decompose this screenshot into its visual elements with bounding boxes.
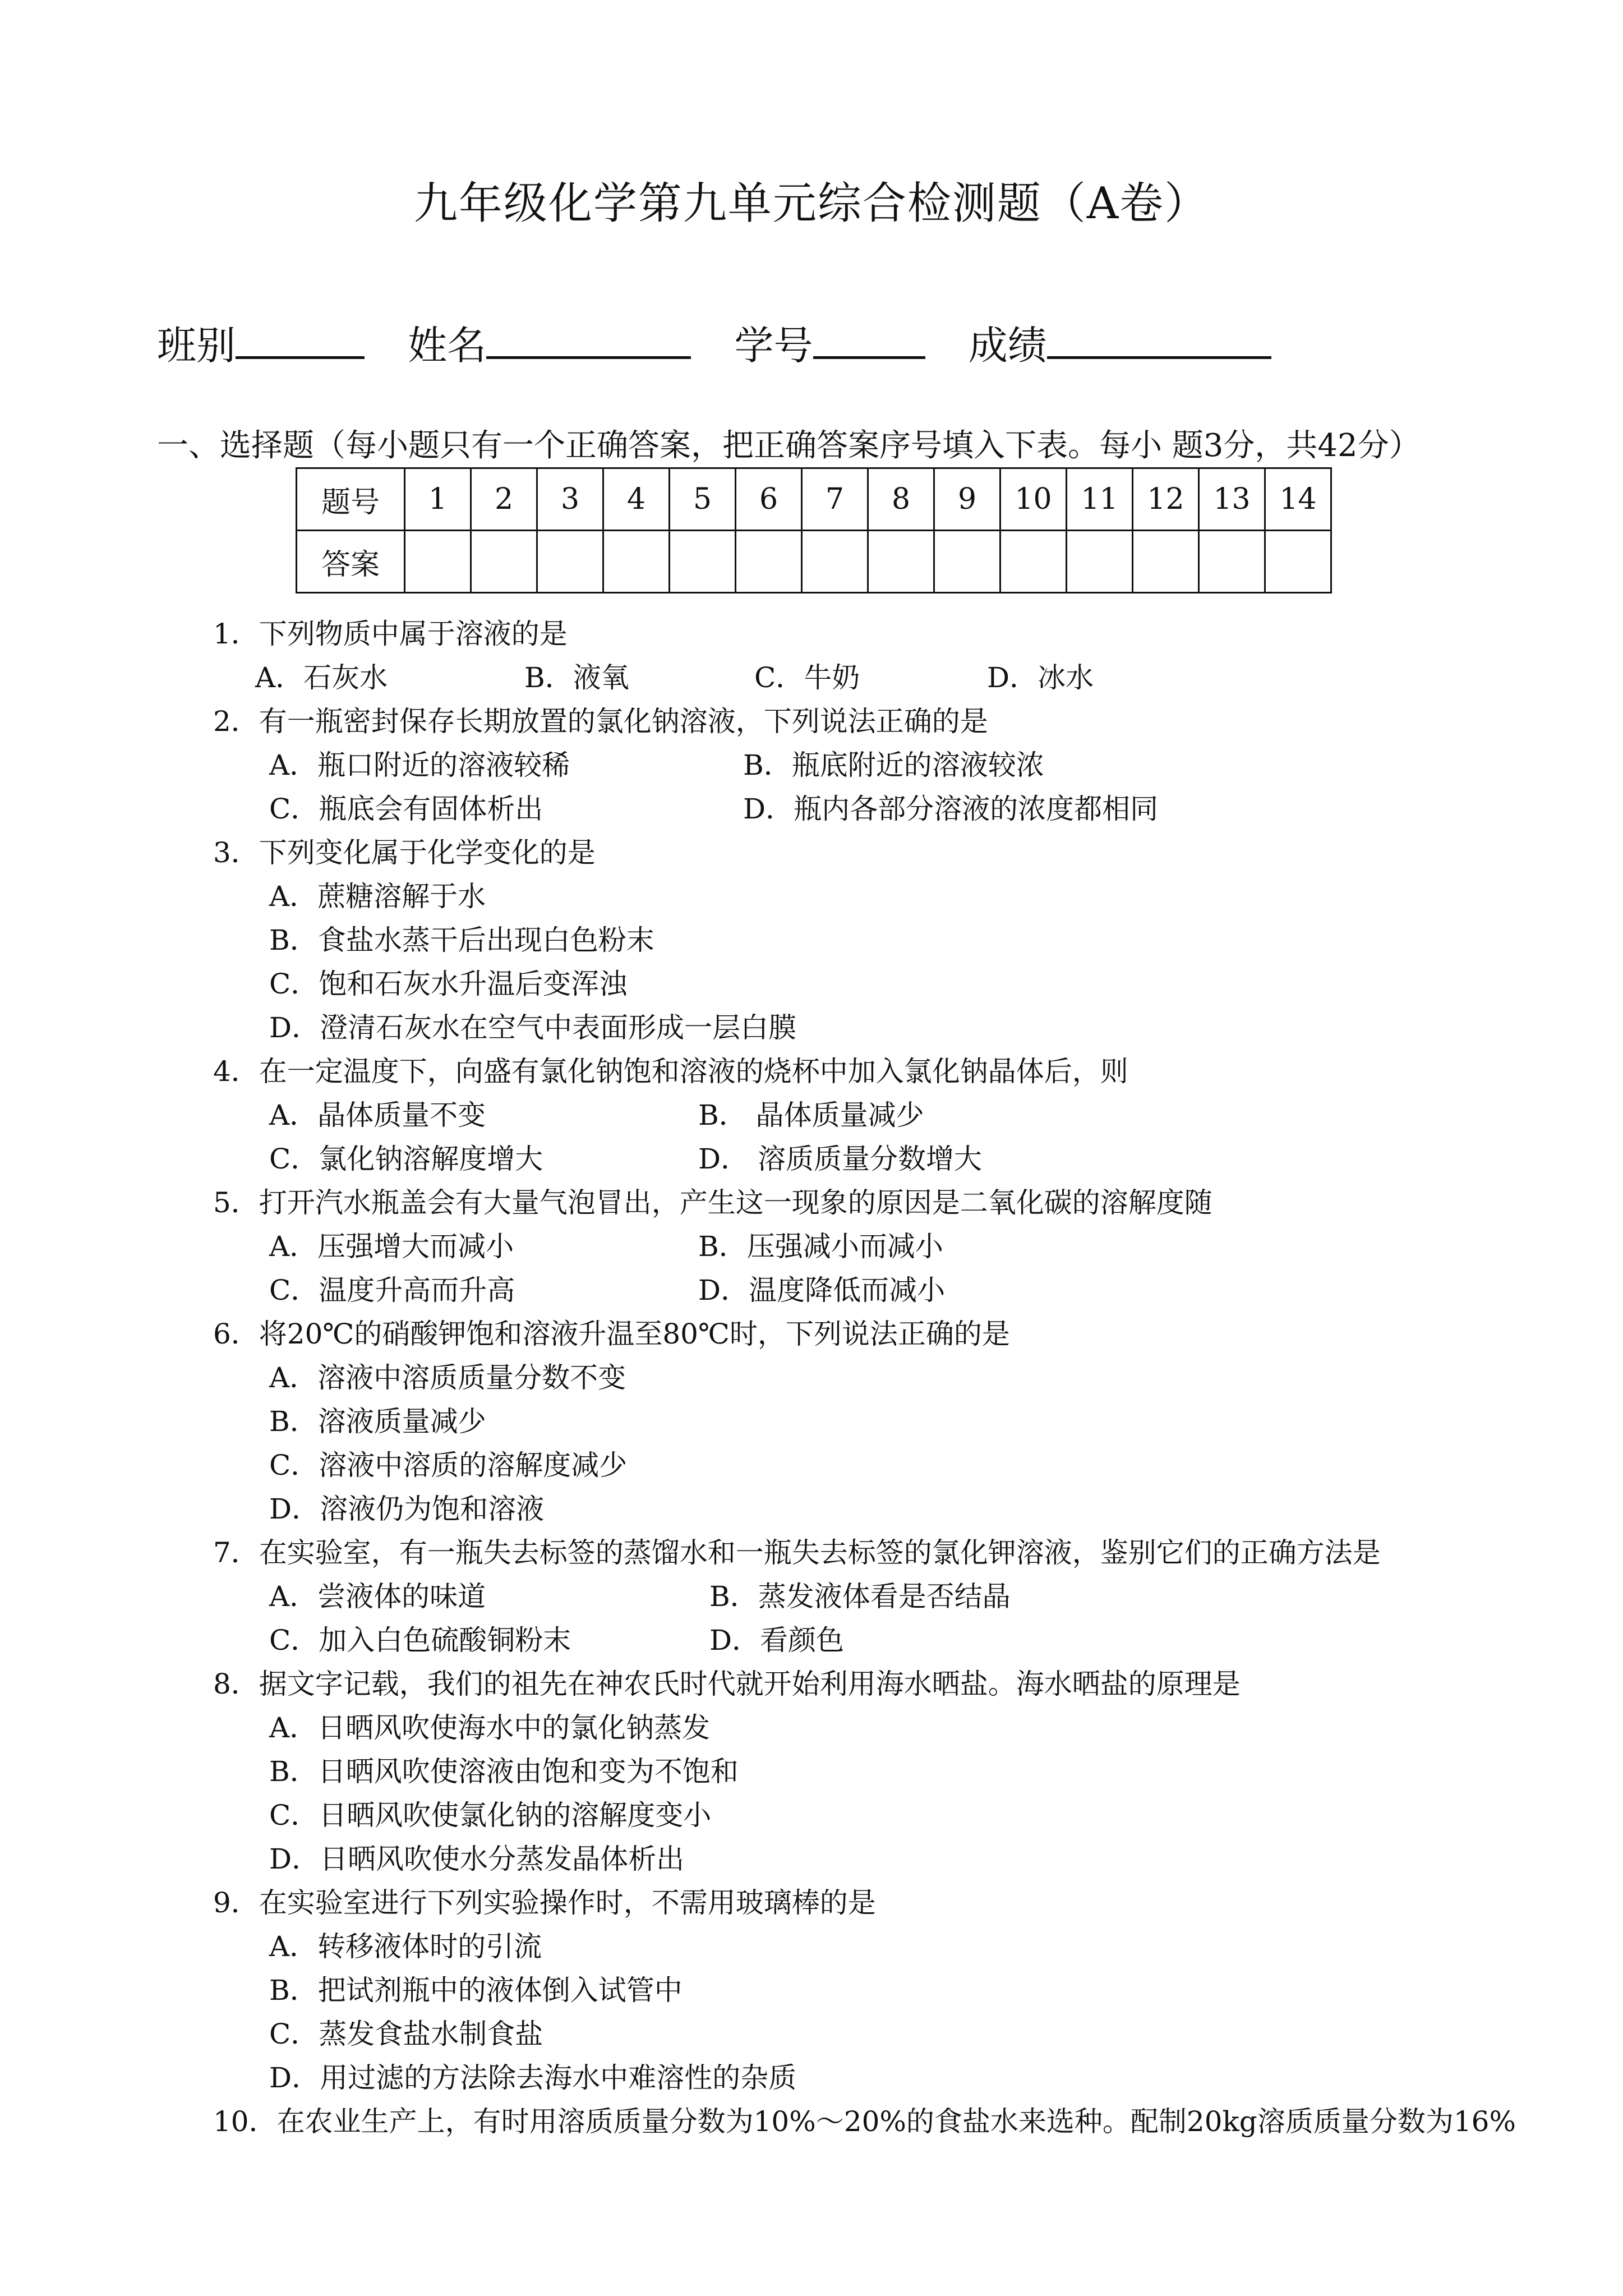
option: B．蒸发液体看是否结晶	[709, 1580, 1011, 1613]
answer-cell[interactable]	[736, 531, 802, 593]
option: C．瓶底会有固体析出	[269, 793, 543, 825]
question-stem: 1．下列物质中属于溶液的是	[213, 618, 568, 650]
option: C．饱和石灰水升温后变浑浊	[269, 968, 628, 1000]
question-stem: 6．将20℃的硝酸钾饱和溶液升温至80℃时，下列说法正确的是	[213, 1318, 1010, 1350]
answer-cell[interactable]	[603, 531, 670, 593]
question-stem: 3．下列变化属于化学变化的是	[213, 836, 596, 869]
question-number: 13	[1199, 468, 1265, 531]
question-stem: 4．在一定温度下，向盛有氯化钠饱和溶液的烧杯中加入氯化钠晶体后，则	[213, 1055, 1128, 1088]
option: A．日晒风吹使海水中的氯化钠蒸发	[269, 1711, 711, 1744]
answer-table-number-row	[297, 468, 1331, 531]
question-number: 3	[537, 468, 603, 531]
answer-table	[296, 467, 1332, 593]
option: C．牛奶	[754, 661, 860, 694]
option: B．液氧	[524, 661, 629, 694]
option: A．压强增大而减小	[269, 1230, 514, 1263]
student-info-line	[157, 314, 1271, 371]
option: C．蒸发食盐水制食盐	[269, 2018, 543, 2050]
answer-cell[interactable]	[405, 531, 471, 593]
answer-cell[interactable]	[802, 531, 868, 593]
option: D．日晒风吹使水分蒸发晶体析出	[269, 1843, 685, 1875]
question-number: 2	[471, 468, 537, 531]
number-blank[interactable]	[813, 323, 925, 359]
class-blank[interactable]	[236, 323, 365, 359]
question-stem: 2．有一瓶密封保存长期放置的氯化钠溶液，下列说法正确的是	[213, 705, 988, 738]
name-blank[interactable]	[486, 323, 691, 359]
option: D．冰水	[987, 661, 1094, 694]
question-stem: 8．据文字记载，我们的祖先在神农氏时代就开始利用海水晒盐。海水晒盐的原理是	[213, 1668, 1241, 1700]
option: A．晶体质量不变	[269, 1099, 486, 1131]
question-number: 5	[670, 468, 736, 531]
question-stem: 10．在农业生产上，有时用溶质质量分数为10%～20%的食盐水来选种。配制20kg溶质质量分数为16%	[213, 2105, 1516, 2138]
score-blank[interactable]	[1047, 323, 1271, 359]
option: D．澄清石灰水在空气中表面形成一层白膜	[269, 1011, 797, 1044]
option: B．瓶底附近的溶液较浓	[743, 749, 1044, 781]
option: C．日晒风吹使氯化钠的溶解度变小	[269, 1799, 712, 1832]
option: C．溶液中溶质的溶解度减少	[269, 1449, 628, 1481]
question-number: 12	[1133, 468, 1199, 531]
question-number: 11	[1067, 468, 1133, 531]
option: D．溶液仍为饱和溶液	[269, 1493, 545, 1525]
section-heading: 一、选择题（每小题只有一个正确答案，把正确答案序号填入下表。每小 题3分，共42分）	[157, 427, 1421, 464]
answer-header: 答案	[297, 531, 405, 593]
class-label: 班别	[157, 323, 236, 369]
answer-cell[interactable]	[1199, 531, 1265, 593]
option: B．食盐水蒸干后出现白色粉末	[269, 924, 654, 956]
question-number: 10	[1000, 468, 1067, 531]
question-number: 4	[603, 468, 670, 531]
question-number: 8	[868, 468, 934, 531]
page-title: 九年级化学第九单元综合检测题（A卷）	[413, 178, 1210, 229]
number-label: 学号	[734, 323, 813, 369]
option: B．日晒风吹使溶液由饱和变为不饱和	[269, 1755, 739, 1788]
option: A．蔗糖溶解于水	[269, 880, 486, 913]
option: B．把试剂瓶中的液体倒入试管中	[269, 1974, 683, 2007]
option: D． 溶质质量分数增大	[698, 1143, 982, 1175]
answer-cell[interactable]	[1067, 531, 1133, 593]
answer-cell[interactable]	[1000, 531, 1067, 593]
option: D．温度降低而减小	[698, 1274, 946, 1306]
answer-cell[interactable]	[1265, 531, 1331, 593]
question-number: 9	[934, 468, 1000, 531]
option: D．用过滤的方法除去海水中难溶性的杂质	[269, 2062, 797, 2094]
answer-cell[interactable]	[670, 531, 736, 593]
option: C．加入白色硫酸铜粉末	[269, 1624, 571, 1657]
score-label: 成绩	[968, 323, 1047, 369]
answer-table-answer-row	[297, 531, 1331, 593]
option: B． 晶体质量减少	[698, 1099, 924, 1131]
answer-cell[interactable]	[868, 531, 934, 593]
question-number: 6	[736, 468, 802, 531]
question-stem: 7．在实验室，有一瓶失去标签的蒸馏水和一瓶失去标签的氯化钾溶液，鉴别它们的正确方法是	[213, 1536, 1381, 1569]
option: D．瓶内各部分溶液的浓度都相同	[743, 793, 1159, 825]
option: A．溶液中溶质质量分数不变	[269, 1361, 626, 1394]
option: A．石灰水	[255, 661, 388, 694]
question-number: 7	[802, 468, 868, 531]
option: B．溶液质量减少	[269, 1405, 486, 1438]
option: B．压强减小而减小	[698, 1230, 943, 1263]
question-number: 14	[1265, 468, 1331, 531]
question-stem: 9．在实验室进行下列实验操作时，不需用玻璃棒的是	[213, 1887, 876, 1919]
question-stem: 5．打开汽水瓶盖会有大量气泡冒出，产生这一现象的原因是二氧化碳的溶解度随	[213, 1186, 1212, 1219]
option: C．温度升高而升高	[269, 1274, 515, 1306]
answer-cell[interactable]	[537, 531, 603, 593]
name-label: 姓名	[408, 323, 487, 369]
option: A．尝液体的味道	[269, 1580, 486, 1613]
answer-cell[interactable]	[934, 531, 1000, 593]
option: D．看颜色	[709, 1624, 845, 1657]
question-number: 1	[405, 468, 471, 531]
option: A．转移液体时的引流	[269, 1930, 542, 1963]
question-number-header: 题号	[297, 468, 405, 531]
answer-cell[interactable]	[471, 531, 537, 593]
answer-cell[interactable]	[1133, 531, 1199, 593]
option: A．瓶口附近的溶液较稀	[269, 749, 570, 781]
option: C．氯化钠溶解度增大	[269, 1143, 543, 1175]
